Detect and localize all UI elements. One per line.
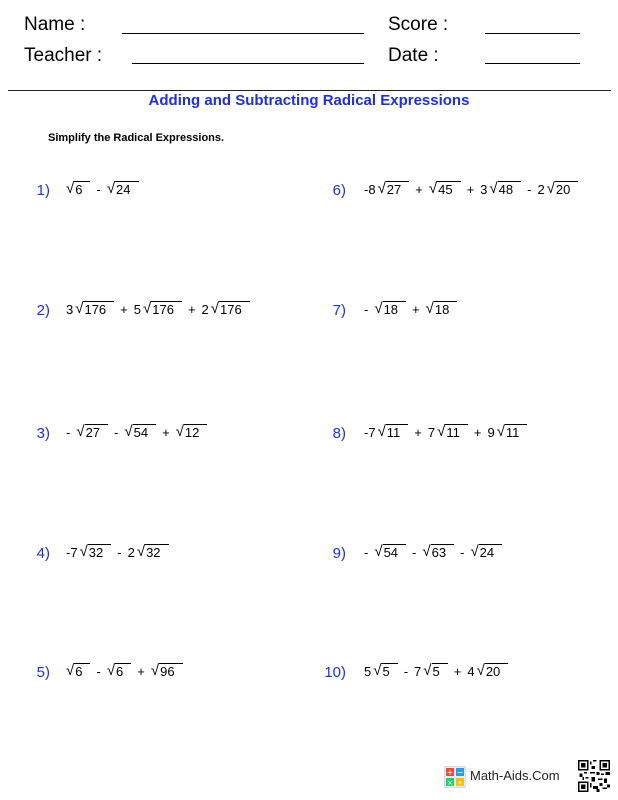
- problem-number: 4): [36, 545, 50, 562]
- radical: [66, 178, 90, 202]
- radicand: 27: [85, 424, 108, 439]
- expression-term: [90, 660, 131, 684]
- operator: +: [414, 425, 422, 440]
- radical: [80, 541, 112, 565]
- radical: [477, 660, 509, 684]
- radical-expression: [66, 660, 183, 684]
- radical-sign-icon: √: [210, 300, 219, 317]
- expression-term: [408, 421, 468, 445]
- operator: +: [473, 425, 482, 440]
- radical: [151, 660, 183, 684]
- coefficient: 3: [66, 302, 74, 317]
- expression-term: [114, 298, 182, 322]
- radicand: 32: [145, 544, 168, 559]
- calculator-icon: [444, 766, 466, 788]
- radical-sign-icon: √: [175, 423, 184, 440]
- problem-number: 1): [36, 182, 50, 199]
- radical-sign-icon: √: [377, 180, 386, 197]
- operator: +: [162, 425, 170, 440]
- radical-sign-icon: √: [79, 543, 88, 560]
- svg-text:+: +: [446, 768, 454, 777]
- radical-sign-icon: √: [373, 662, 382, 679]
- radical: [437, 421, 468, 445]
- radical: [470, 541, 502, 565]
- radicand: 176: [219, 301, 250, 316]
- radicand: 63: [431, 544, 454, 559]
- radical: [422, 541, 454, 565]
- instructions: Simplify the Radical Expressions.: [48, 132, 225, 144]
- expression-term: [406, 541, 454, 565]
- radicand: 48: [498, 181, 521, 196]
- radicand: 32: [88, 544, 111, 559]
- expression-term: [364, 660, 398, 684]
- name-field-line[interactable]: [122, 33, 364, 34]
- worksheet-title: Adding and Subtracting Radical Expressions: [148, 92, 470, 109]
- radical: [124, 421, 156, 445]
- radicand: 27: [386, 181, 409, 196]
- expression-term: [111, 541, 168, 565]
- radicand: 5: [381, 663, 397, 678]
- radical: [374, 298, 406, 322]
- radical-sign-icon: √: [422, 543, 431, 560]
- radical: [76, 421, 108, 445]
- radical-expression: [66, 421, 207, 445]
- radical-sign-icon: √: [428, 180, 438, 197]
- coefficient: 9: [487, 425, 495, 440]
- radical-expression: [66, 178, 139, 202]
- expression-term: [66, 421, 108, 445]
- operator: -: [117, 545, 122, 560]
- radical: [547, 178, 579, 202]
- operator: -: [412, 545, 417, 560]
- date-label: Date :: [388, 45, 439, 66]
- radicand: 20: [555, 181, 578, 196]
- radical-sign-icon: √: [496, 423, 505, 440]
- operator: +: [137, 664, 145, 679]
- radical: [378, 421, 409, 445]
- problem-number: 2): [36, 302, 50, 319]
- expression-term: [108, 421, 156, 445]
- operator: +: [412, 302, 420, 317]
- problem-number: 6): [332, 182, 346, 199]
- site-name: Math-Aids.Com: [470, 768, 560, 783]
- radicand: 5: [432, 663, 448, 678]
- date-field-line[interactable]: [485, 63, 580, 64]
- qr-code-icon: [578, 760, 610, 792]
- radical-sign-icon: √: [374, 300, 383, 317]
- expression-term: [66, 178, 90, 202]
- radical: [429, 178, 461, 202]
- problem-number: 10): [324, 664, 346, 681]
- operator: +: [415, 182, 423, 197]
- expression-term: [364, 421, 408, 445]
- expression-term: [521, 178, 578, 202]
- coefficient: 5: [133, 302, 141, 317]
- coefficient: 2: [201, 302, 209, 317]
- name-label: Name :: [24, 14, 86, 35]
- radical-sign-icon: √: [106, 662, 116, 679]
- expression-term: [454, 541, 502, 565]
- radical: [426, 298, 458, 322]
- radical-expression: [66, 541, 169, 565]
- radical-sign-icon: √: [136, 543, 146, 560]
- radical-sign-icon: √: [546, 180, 555, 197]
- score-label: Score :: [388, 14, 449, 35]
- expression-term: [131, 660, 182, 684]
- radicand: 6: [74, 663, 90, 678]
- radical: [107, 660, 131, 684]
- radical-sign-icon: √: [75, 300, 84, 317]
- svg-text:−: −: [456, 768, 464, 777]
- radical-expression: [364, 541, 502, 565]
- coefficient: 2: [537, 182, 545, 197]
- radical-expression: [364, 178, 578, 202]
- radicand: 24: [115, 181, 138, 196]
- expression-term: [90, 178, 138, 202]
- expression-term: [461, 178, 522, 202]
- radical-sign-icon: √: [66, 180, 75, 197]
- expression-term: [364, 178, 409, 202]
- radical-sign-icon: √: [150, 662, 160, 679]
- coefficient: 4: [467, 664, 475, 679]
- problem-number: 9): [332, 545, 346, 562]
- coefficient: -7: [66, 545, 78, 560]
- operator: -: [527, 182, 532, 197]
- radical-sign-icon: √: [437, 423, 446, 440]
- radical-sign-icon: √: [66, 662, 75, 679]
- radicand: 20: [485, 663, 508, 678]
- radical-sign-icon: √: [106, 180, 116, 197]
- radical-sign-icon: √: [476, 662, 485, 679]
- operator: -: [96, 664, 101, 679]
- expression-term: [66, 541, 111, 565]
- operator: -: [96, 182, 101, 197]
- radical: [373, 660, 397, 684]
- problem-number: 3): [36, 425, 50, 442]
- operator: -: [114, 425, 119, 440]
- radical-sign-icon: √: [143, 300, 152, 317]
- coefficient: -7: [364, 425, 376, 440]
- coefficient: 3: [480, 182, 488, 197]
- radical-sign-icon: √: [423, 662, 432, 679]
- radical: [137, 541, 169, 565]
- problem-number: 5): [36, 664, 50, 681]
- radical-sign-icon: √: [76, 423, 85, 440]
- radicand: 24: [479, 544, 502, 559]
- expression-term: [182, 298, 250, 322]
- radicand: 6: [74, 181, 90, 196]
- radical-sign-icon: √: [124, 423, 133, 440]
- expression-term: [409, 178, 460, 202]
- coefficient: -8: [364, 182, 376, 197]
- radical-expression: [364, 660, 508, 684]
- teacher-label: Teacher :: [24, 45, 103, 66]
- radical: [497, 421, 528, 445]
- radicand: 11: [386, 424, 409, 439]
- radical-expression: [364, 421, 527, 445]
- expression-term: [406, 298, 457, 322]
- radical: [423, 660, 447, 684]
- expression-term: [66, 660, 90, 684]
- coefficient: 5: [364, 664, 372, 679]
- radical: [66, 660, 90, 684]
- radical-sign-icon: √: [377, 423, 386, 440]
- radicand: 45: [437, 181, 460, 196]
- radicand: 11: [505, 424, 528, 439]
- expression-term: [156, 421, 207, 445]
- score-field-line[interactable]: [485, 33, 580, 34]
- radical: [489, 178, 521, 202]
- radical-sign-icon: √: [489, 180, 498, 197]
- operator: -: [364, 302, 369, 317]
- expression-term: [66, 298, 114, 322]
- operator: +: [187, 302, 196, 317]
- radicand: 11: [445, 424, 468, 439]
- radicand: 18: [383, 301, 406, 316]
- operator: -: [364, 545, 369, 560]
- radical: [176, 421, 208, 445]
- operator: +: [453, 664, 462, 679]
- radical: [107, 178, 139, 202]
- problem-number: 8): [332, 425, 346, 442]
- expression-term: [364, 541, 406, 565]
- radical-sign-icon: √: [425, 300, 434, 317]
- operator: -: [460, 545, 465, 560]
- coefficient: 7: [427, 425, 436, 440]
- radicand: 18: [434, 301, 457, 316]
- radicand: 54: [133, 424, 156, 439]
- radical-sign-icon: √: [374, 543, 383, 560]
- expression-term: [468, 421, 528, 445]
- radical-expression: [66, 298, 250, 322]
- radical-expression: [364, 298, 457, 322]
- radicand: 6: [115, 663, 131, 678]
- problem-number: 7): [332, 302, 346, 319]
- expression-term: [448, 660, 509, 684]
- svg-text:×: ×: [447, 779, 453, 787]
- operator: +: [120, 302, 128, 317]
- header-divider: [8, 90, 611, 91]
- coefficient: 2: [127, 545, 135, 560]
- operator: +: [466, 182, 475, 197]
- radical-sign-icon: √: [470, 543, 479, 560]
- radical: [378, 178, 410, 202]
- operator: -: [66, 425, 71, 440]
- radicand: 54: [383, 544, 406, 559]
- radical: [374, 541, 406, 565]
- radical: [143, 298, 182, 322]
- coefficient: 7: [414, 664, 422, 679]
- radical: [75, 298, 114, 322]
- operator: -: [403, 664, 409, 679]
- radical: [211, 298, 250, 322]
- radicand: 96: [159, 663, 182, 678]
- svg-text:÷: ÷: [457, 779, 463, 787]
- teacher-field-line[interactable]: [132, 63, 364, 64]
- expression-term: [398, 660, 448, 684]
- expression-term: [364, 298, 406, 322]
- radicand: 12: [184, 424, 207, 439]
- radicand: 176: [83, 301, 114, 316]
- radicand: 176: [151, 301, 182, 316]
